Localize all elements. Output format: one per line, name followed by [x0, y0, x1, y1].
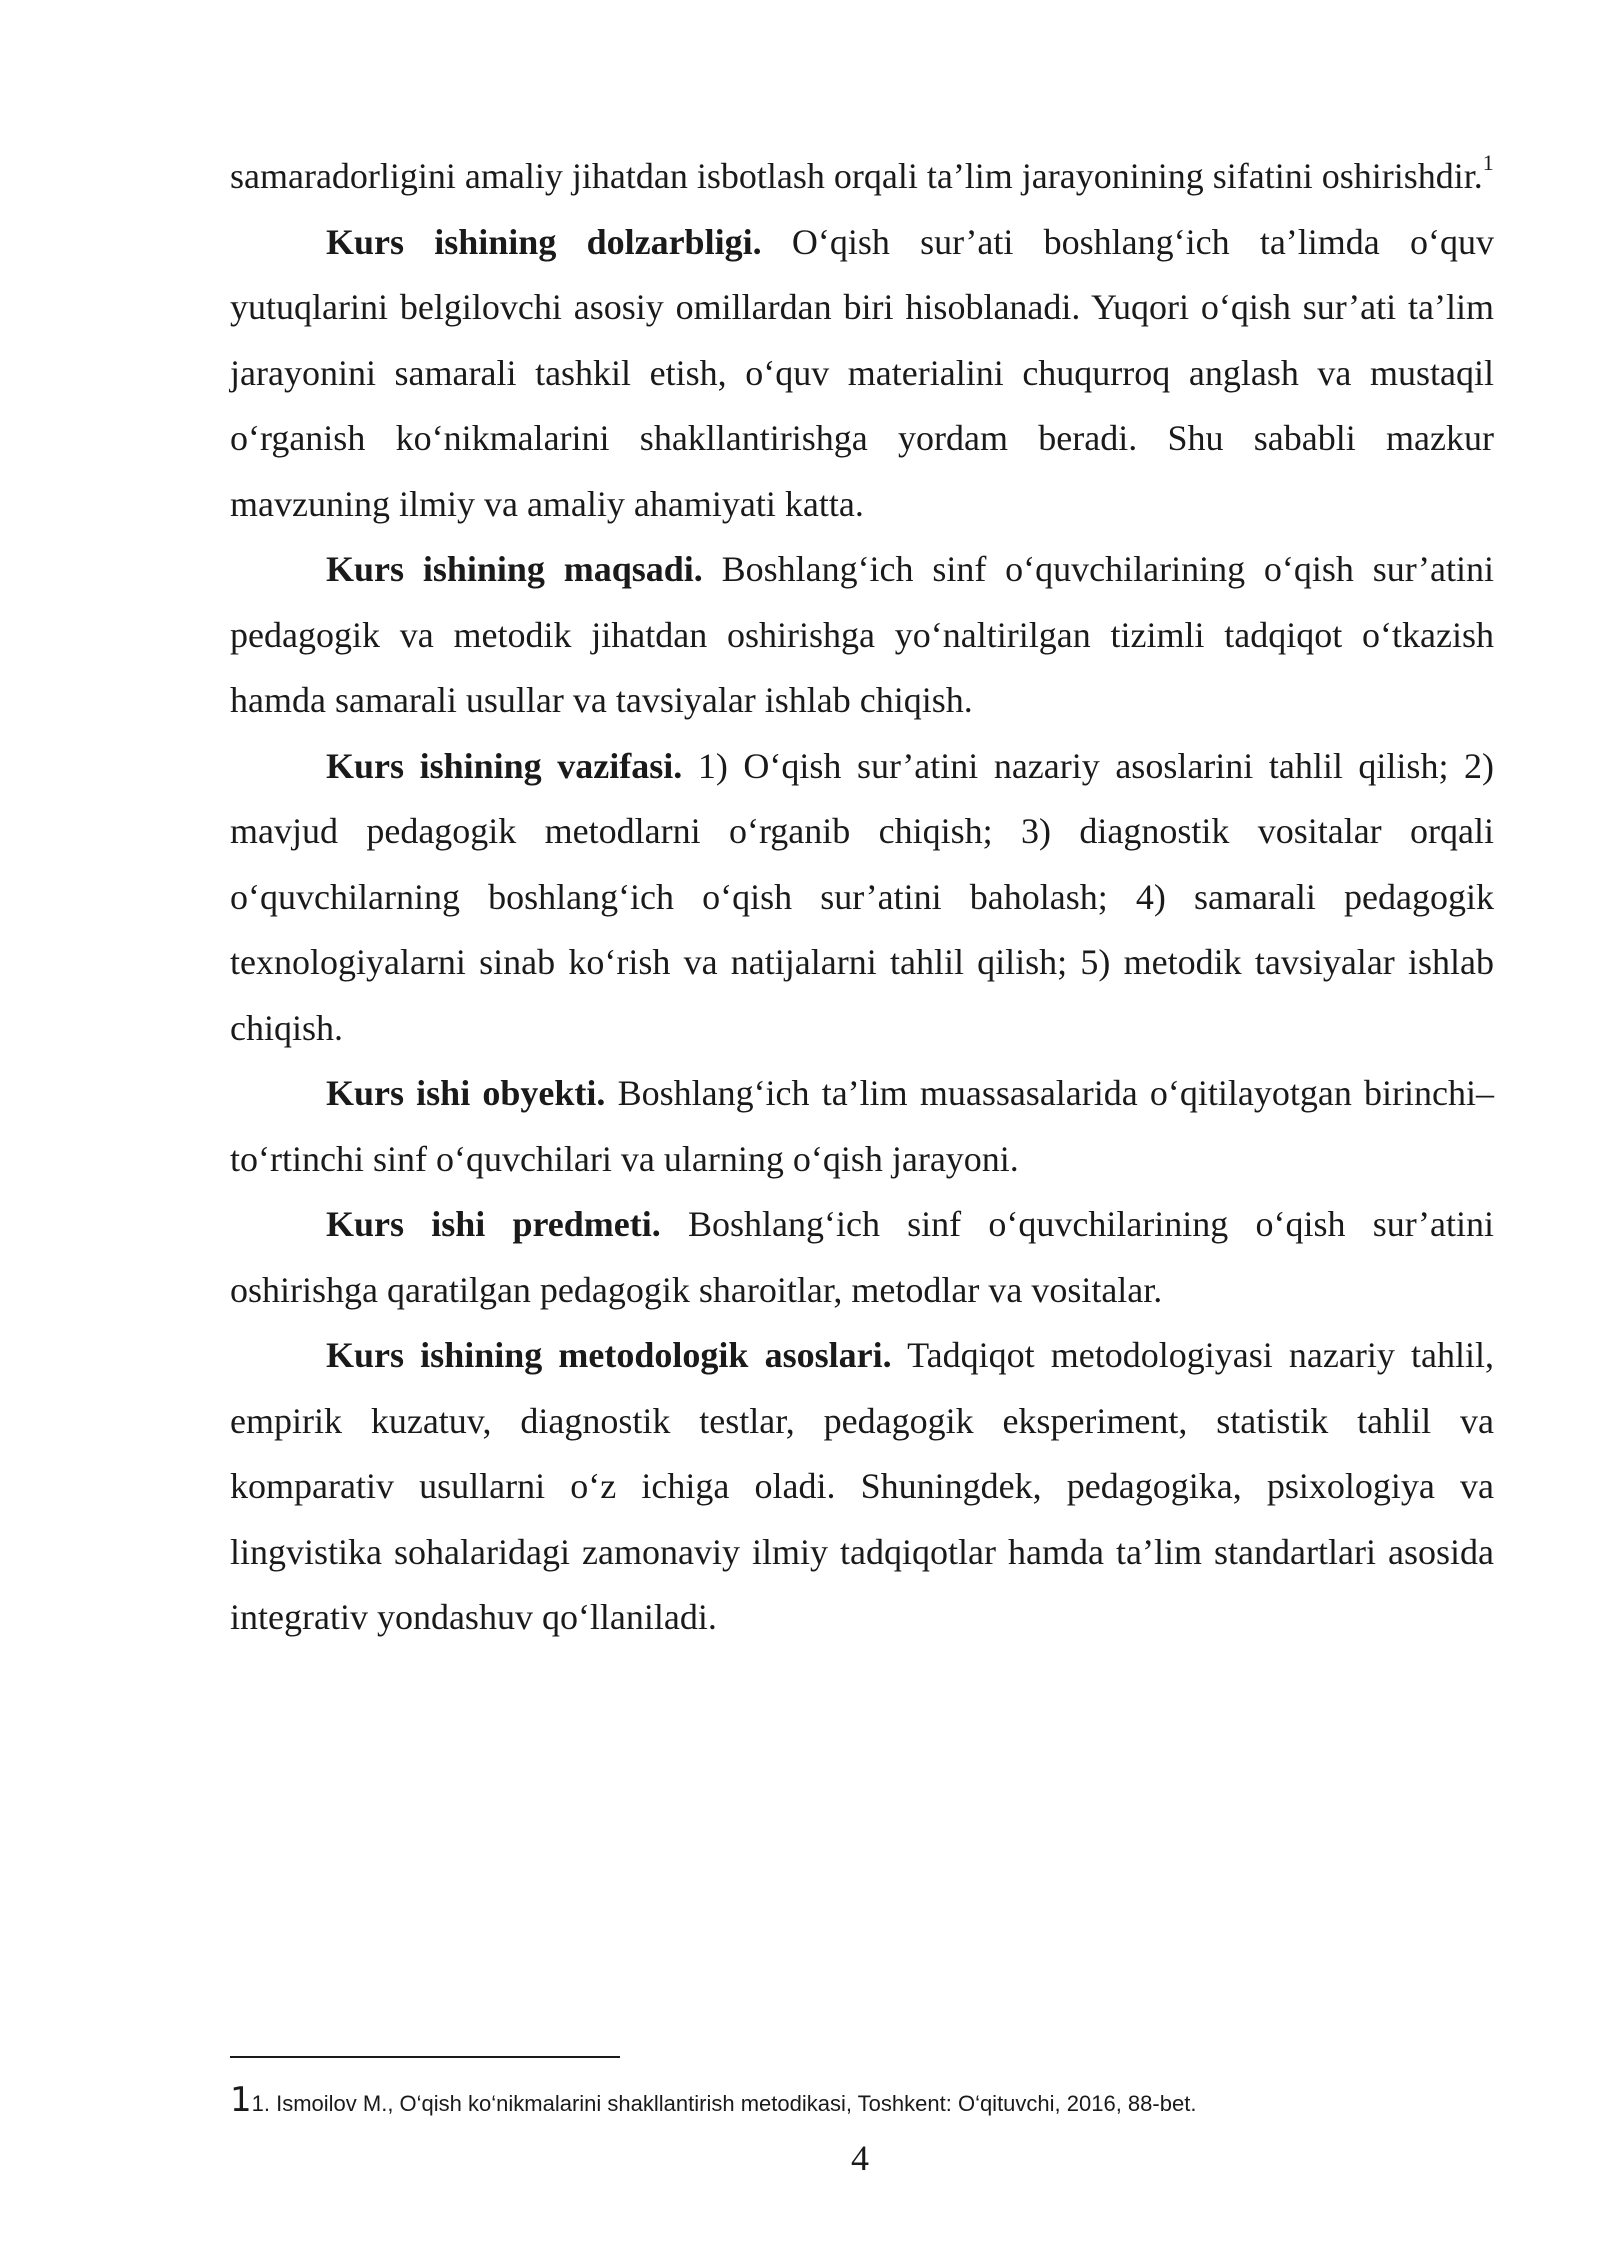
footnote-number: 1	[230, 2080, 252, 2120]
paragraph-subject	[230, 1192, 1494, 1323]
footnote-reference: 1	[1482, 150, 1494, 175]
paragraph-continuation	[230, 144, 1494, 210]
body-text	[230, 144, 1494, 1651]
paragraph-text: Boshlang‘ich ta’lim muassasalarida o‘qitilayotgan birinchi–to‘rtinchi sinf o‘quvchilari va ularning o‘qish jarayoni.	[230, 1073, 1495, 1179]
paragraph-tasks	[230, 734, 1494, 1062]
paragraph-heading: Kurs ishining metodologik asoslari.	[326, 1335, 892, 1375]
paragraph-heading: Kurs ishi predmeti.	[326, 1204, 661, 1244]
paragraph-text: Tadqiqot metodologiyasi nazariy tahlil, empirik kuzatuv, diagnostik testlar, pedagogik eksperiment, statistik tahlil va komparativ usullarni o‘z ichiga oladi. Shuningdek, pedagogika, psixologiya va lingvistika sohalaridagi zamonaviy ilmiy tadqiqotlar hamda ta’lim standartlari asosida integrativ yondashuv qo‘llaniladi.	[230, 1335, 1494, 1637]
paragraph-object	[230, 1061, 1494, 1192]
paragraph-text: 1) O‘qish sur’atini nazariy asoslarini tahlil qilish; 2) mavjud pedagogik metodlarni o‘rganib chiqish; 3) diagnostik vositalar orqali o‘quvchilarning boshlang‘ich o‘qish sur’atini baholash; 4) samarali pedagogik texnologiyalarni sinab ko‘rish va natijalarni tahlil qilish; 5) metodik tavsiyalar ishlab chiqish.	[230, 745, 1495, 1048]
paragraph-relevance	[230, 210, 1494, 538]
paragraph-text: Boshlang‘ich sinf o‘quvchilarining o‘qish sur’atini oshirishga qaratilgan pedagogik sharoitlar, metodlar va vositalar.	[230, 1204, 1494, 1310]
page-number: 4	[851, 2138, 869, 2178]
paragraph-goal	[230, 537, 1494, 734]
paragraph-heading: Kurs ishining vazifasi.	[326, 745, 683, 786]
paragraph-heading: Kurs ishining maqsadi.	[326, 549, 703, 589]
paragraph-heading: Kurs ishining dolzarbligi.	[326, 221, 762, 262]
footnote	[230, 2080, 1530, 2124]
paragraph-heading: Kurs ishi obyekti.	[326, 1073, 606, 1113]
footnote-separator	[230, 2056, 620, 2058]
paragraph-text: Boshlang‘ich sinf o‘quvchilarining o‘qish sur’atini pedagogik va metodik jihatdan oshirishga yo‘naltirilgan tizimli tadqiqot o‘tkazish hamda samarali usullar va tavsiyalar ishlab chiqish.	[230, 549, 1495, 720]
paragraph-text: samaradorligini amaliy jihatdan isbotlash orqali ta’lim jarayonining sifatini oshirishdir.	[230, 156, 1483, 196]
footnote-text: 1. Ismoilov M., O‘qish ko‘nikmalarini shakllantirish metodikasi, Toshkent: O‘qituvchi, 2016, 88-bet.	[251, 2091, 1197, 2116]
paragraph-text: O‘qish sur’ati boshlang‘ich ta’limda o‘quv yutuqlarini belgilovchi asosiy omillardan biri hisoblanadi. Yuqori o‘qish sur’ati ta’lim jarayonini samarali tashkil etish, o‘quv materialini chuqurroq anglash va mustaqil o‘rganish ko‘nikmalarini shakllantirishga yordam beradi. Shu sababli mazkur mavzuning ilmiy va amaliy ahamiyati katta.	[230, 221, 1495, 524]
paragraph-methodology	[230, 1323, 1494, 1651]
